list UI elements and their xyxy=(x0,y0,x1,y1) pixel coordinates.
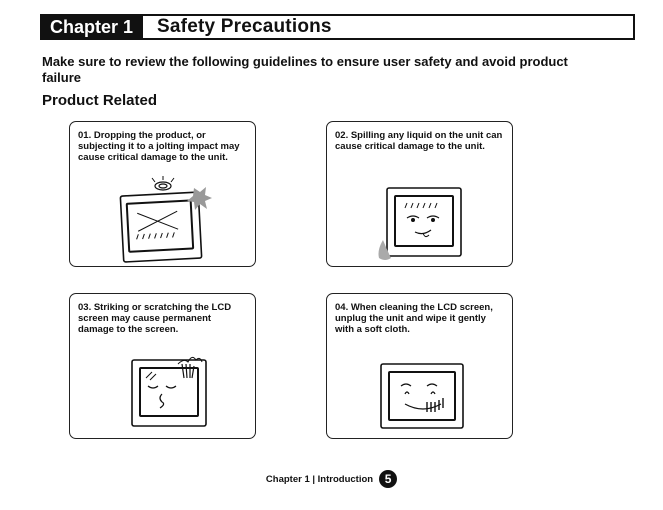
liquid-spill-monitor-icon xyxy=(327,122,514,268)
card-text: 03. Striking or scratching the LCD screen may cause permanent damage to the screen. xyxy=(78,302,232,335)
cleaning-monitor-icon xyxy=(327,294,514,440)
page-title: Safety Precautions xyxy=(157,16,332,37)
intro-text: Make sure to review the following guidelines to ensure user safety and avoid product failure xyxy=(42,54,568,85)
chapter-header xyxy=(40,14,635,40)
safety-card-2 xyxy=(326,121,513,267)
page-footer xyxy=(0,470,663,488)
safety-card-4 xyxy=(326,293,513,439)
section-title: Product Related xyxy=(42,92,158,109)
safety-card-3 xyxy=(69,293,256,439)
safety-card-1 xyxy=(69,121,256,267)
dropped-monitor-icon xyxy=(70,122,257,268)
card-text: 04. When cleaning the LCD screen, unplug the unit and wipe it gently with a soft cloth. xyxy=(335,302,493,335)
card-text: 01. Dropping the product, or subjecting it to a jolting impact may cause critical damage to the unit. xyxy=(78,130,240,163)
scratched-monitor-icon xyxy=(70,294,257,440)
footer-text: Chapter 1 | Introduction xyxy=(265,473,374,485)
page-number: 5 xyxy=(379,470,397,488)
chapter-label: Chapter 1 xyxy=(42,16,143,38)
card-text: 02. Spilling any liquid on the unit can cause critical damage to the unit. xyxy=(335,130,503,152)
